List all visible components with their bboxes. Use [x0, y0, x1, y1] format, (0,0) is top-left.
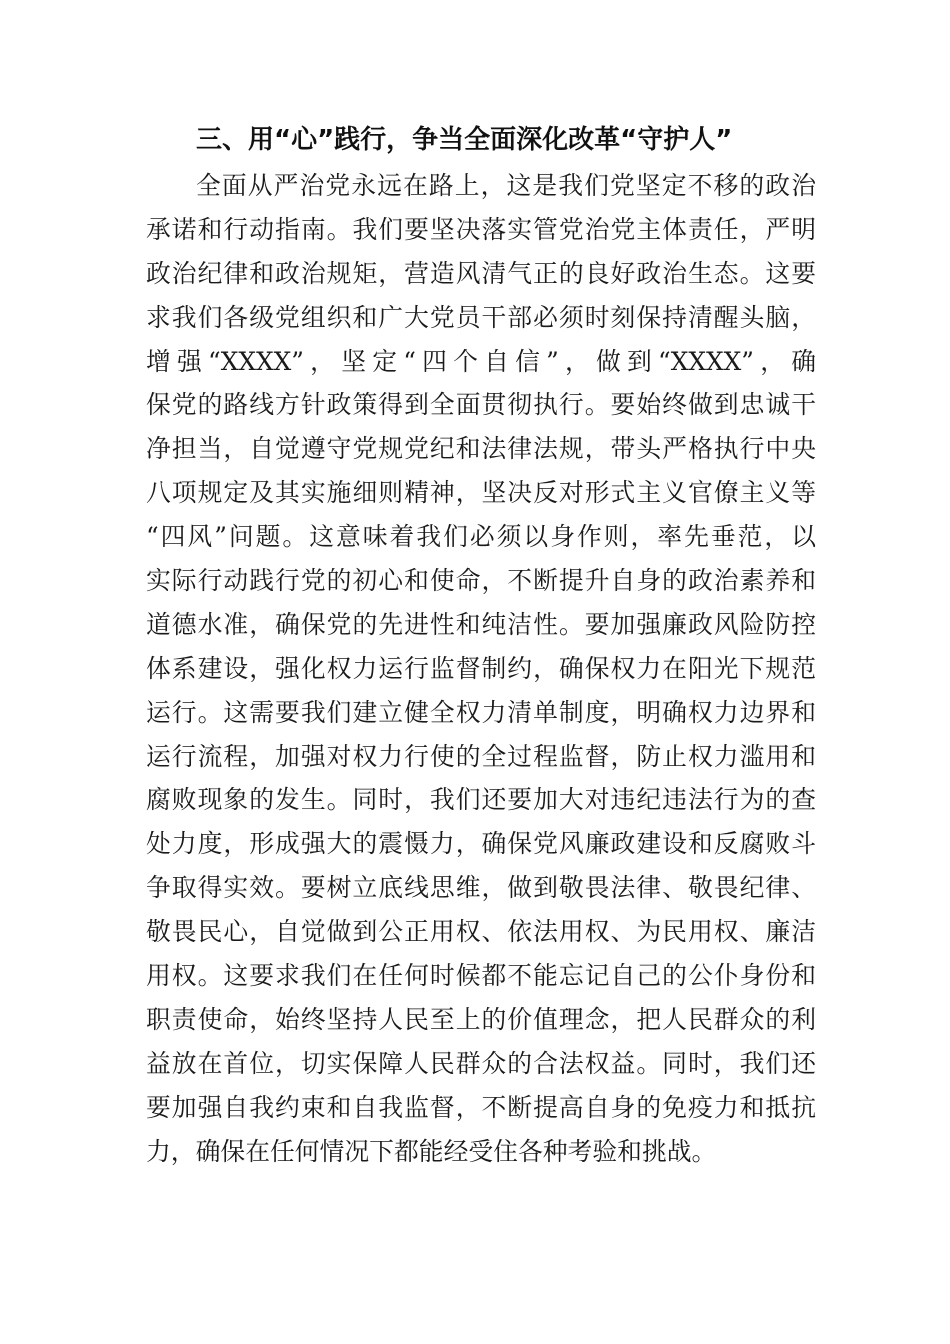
body-paragraph	[146, 164, 816, 1173]
paragraph-line: 全面从严治党永远在路上，这是我们党坚定不移的政治	[196, 171, 816, 200]
paragraph-line: 净担当，自觉遵守党规党纪和法律法规，带头严格执行中央	[146, 434, 816, 464]
paragraph-line: 职责使命，始终坚持人民至上的价值理念，把人民群众的利	[146, 1004, 816, 1034]
paragraph-line: 腐败现象的发生。同时，我们还要加大对违纪违法行为的查	[146, 785, 816, 815]
paragraph-line: 用权。这要求我们在任何时候都不能忘记自己的公仆身份和	[146, 961, 816, 991]
paragraph-line: 道德水准，确保党的先进性和纯洁性。要加强廉政风险防控	[146, 609, 816, 639]
paragraph-line: 争取得实效。要树立底线思维，做到敬畏法律、敬畏纪律、	[146, 873, 816, 903]
paragraph-line: 要加强自我约束和自我监督，不断提高自身的免疫力和抵抗	[146, 1092, 816, 1122]
paragraph-line: 增强“XXXX”，坚定“四个自信”，做到“XXXX”，确	[146, 346, 816, 376]
paragraph-line: 体系建设，强化权力运行监督制约，确保权力在阳光下规范	[146, 653, 816, 683]
paragraph-line: 益放在首位，切实保障人民群众的合法权益。同时，我们还	[146, 1048, 816, 1078]
paragraph-line: 处力度，形成强大的震慑力，确保党风廉政建设和反腐败斗	[146, 829, 816, 859]
paragraph-line: 实际行动践行党的初心和使命，不断提升自身的政治素养和	[146, 566, 816, 596]
paragraph-line: 八项规定及其实施细则精神，坚决反对形式主义官僚主义等	[146, 478, 816, 508]
paragraph-line: 保党的路线方针政策得到全面贯彻执行。要始终做到忠诚干	[146, 390, 816, 420]
paragraph-line: 敬畏民心，自觉做到公正用权、依法用权、为民用权、廉洁	[146, 917, 816, 947]
paragraph-line: 运行流程，加强对权力行使的全过程监督，防止权力滥用和	[146, 741, 816, 771]
paragraph-line: 政治纪律和政治规矩，营造风清气正的良好政治生态。这要	[146, 258, 816, 288]
paragraph-line: 承诺和行动指南。我们要坚决落实管党治党主体责任，严明	[146, 214, 816, 244]
section-heading: 三、用“心”践行，争当全面深化改革“守护人”	[196, 125, 733, 155]
paragraph-line: 运行。这需要我们建立健全权力清单制度，明确权力边界和	[146, 697, 816, 727]
paragraph-line: 力，确保在任何情况下都能经受住各种考验和挑战。	[146, 1136, 717, 1166]
paragraph-line: 求我们各级党组织和广大党员干部必须时刻保持清醒头脑，	[146, 302, 816, 332]
paragraph-line: “四风”问题。这意味着我们必须以身作则，率先垂范，以	[146, 522, 816, 552]
